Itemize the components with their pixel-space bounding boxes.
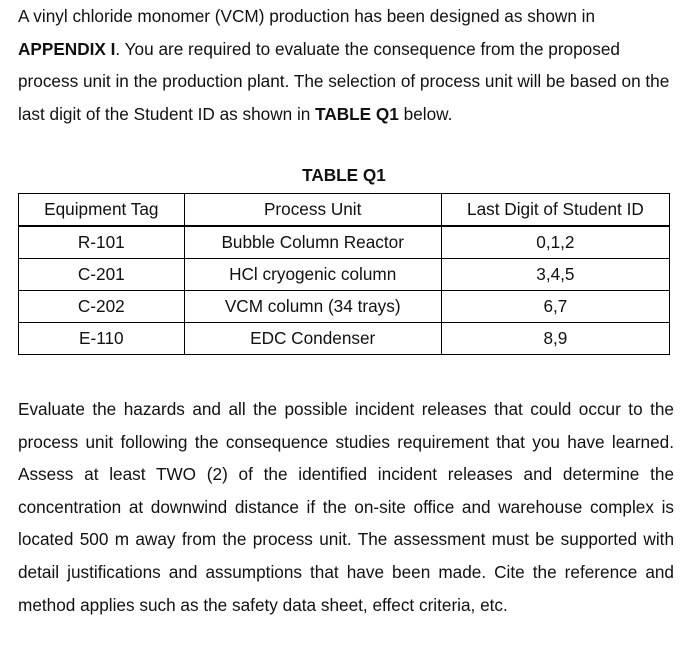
equipment-table [18, 193, 670, 355]
cell-process-unit: VCM column (34 trays) [184, 290, 441, 322]
cell-process-unit: Bubble Column Reactor [184, 226, 441, 258]
cell-process-unit: EDC Condenser [184, 322, 441, 355]
cell-process-unit: HCl cryogenic column [184, 258, 441, 290]
intro-paragraph [18, 0, 674, 130]
intro-text-2: . You are required to evaluate the consequence from the proposed process unit in the production plant. The selection of process unit will be based on the last digit of the Student ID as shown in [18, 38, 670, 124]
table-row [18, 290, 670, 322]
header-last-digit: Last Digit of Student ID [441, 193, 670, 226]
cell-last-digit: 3,4,5 [441, 258, 670, 290]
cell-equipment-tag: E-110 [18, 322, 184, 355]
table-row [18, 226, 670, 258]
cell-last-digit: 0,1,2 [441, 226, 670, 258]
cell-equipment-tag: C-201 [18, 258, 184, 290]
header-equipment-tag: Equipment Tag [18, 193, 184, 226]
cell-last-digit: 8,9 [441, 322, 670, 355]
table-caption: TABLE Q1 [302, 165, 386, 185]
cell-equipment-tag: R-101 [18, 226, 184, 258]
table-header-row [18, 193, 670, 226]
cell-equipment-tag: C-202 [18, 290, 184, 322]
table-row [18, 322, 670, 355]
appendix-reference: APPENDIX I [18, 38, 116, 59]
cell-last-digit: 6,7 [441, 290, 670, 322]
task-paragraph: Evaluate the hazards and all the possible incident releases that could occur to the process unit following the consequence studies requirement that you have learned. Assess at least TWO (2) of the identified incident releases and determine the concentration at downwind distance if the on-site office and warehouse complex is located 500 m away from the process unit. The assessment must be supported with detail justifications and assumptions that have been made. Cite the reference and method applies such as the safety data sheet, effect criteria, etc. [18, 399, 674, 615]
intro-text-1: A vinyl chloride monomer (VCM) production has been designed as shown in [18, 6, 596, 26]
table-row [18, 258, 670, 290]
table-reference: TABLE Q1 [315, 103, 399, 124]
intro-text-3: below. [398, 103, 453, 124]
header-process-unit: Process Unit [184, 193, 441, 226]
